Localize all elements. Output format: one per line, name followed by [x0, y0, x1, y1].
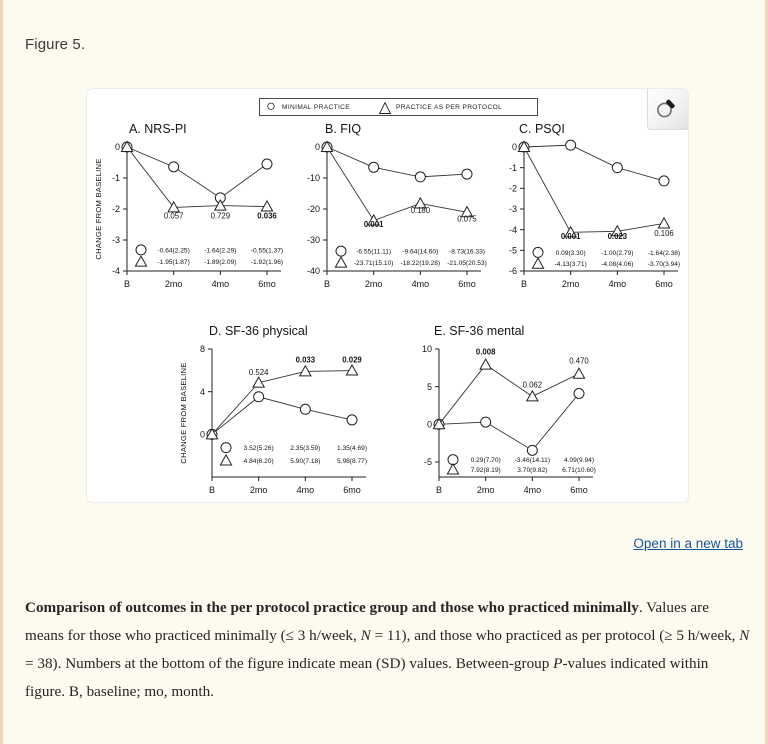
svg-text:5.98(8.77): 5.98(8.77): [336, 457, 368, 465]
svg-text:3.52(5.26): 3.52(5.26): [243, 445, 274, 453]
figure-label: Figure 5.: [25, 36, 86, 53]
svg-text:7.92(8.19): 7.92(8.19): [470, 466, 501, 474]
svg-text:-40: -40: [306, 266, 320, 277]
svg-text:0.729: 0.729: [210, 211, 231, 221]
svg-text:-3: -3: [111, 235, 120, 246]
svg-text:-0.64(2.25): -0.64(2.25): [157, 247, 190, 255]
svg-text:0.036: 0.036: [257, 211, 277, 221]
svg-text:-21.05(20.53): -21.05(20.53): [447, 260, 487, 268]
svg-text:-1.64(2.38): -1.64(2.38): [647, 249, 681, 257]
svg-text:-2: -2: [111, 204, 120, 215]
caption-n-1: N: [360, 627, 371, 644]
svg-text:0.075: 0.075: [457, 214, 477, 224]
svg-text:-4.08(4.06): -4.08(4.06): [601, 261, 634, 269]
svg-text:4mo: 4mo: [608, 279, 627, 289]
caption-rest-2: = 11), and those who practiced as per protocol (≥ 5 h/week,: [370, 627, 740, 644]
svg-text:-8.73(16.33): -8.73(16.33): [449, 248, 485, 256]
svg-text:-1: -1: [111, 173, 120, 184]
legend-item-minimal-practice: [260, 98, 350, 116]
triangle-marker-icon: △: [378, 99, 392, 116]
svg-text:0.062: 0.062: [522, 380, 543, 390]
svg-text:2mo: 2mo: [476, 485, 495, 495]
svg-text:-6.55(11.11): -6.55(11.11): [356, 248, 392, 256]
svg-text:0: 0: [114, 142, 120, 153]
svg-text:4mo: 4mo: [211, 279, 230, 289]
svg-text:6mo: 6mo: [655, 279, 673, 289]
svg-text:8: 8: [199, 344, 205, 355]
chart-legend: [259, 98, 538, 116]
svg-text:B: B: [208, 485, 216, 495]
circle-marker-icon: ○: [266, 98, 276, 115]
svg-text:0.001: 0.001: [363, 219, 384, 229]
svg-text:2mo: 2mo: [364, 279, 383, 289]
svg-text:4mo: 4mo: [296, 485, 315, 495]
svg-text:-2: -2: [508, 183, 517, 194]
legend-label-per-protocol: PRACTICE AS PER PROTOCOL: [396, 103, 503, 111]
svg-text:-5: -5: [423, 457, 432, 468]
svg-text:0: 0: [314, 142, 320, 153]
svg-text:-3.70(3.94): -3.70(3.94): [647, 261, 681, 269]
svg-text:-1.92(1.96): -1.92(1.96): [250, 259, 284, 267]
svg-text:10: 10: [421, 344, 432, 355]
svg-text:B. FIQ: B. FIQ: [325, 122, 362, 136]
caption-p-italic: P: [553, 655, 563, 672]
svg-text:0: 0: [199, 429, 205, 440]
svg-text:D. SF-36 physical: D. SF-36 physical: [209, 324, 308, 338]
caption-rest-1: . Values are means for those who practiced minimally (≤ 3 h/week,: [25, 599, 709, 644]
figure-caption: [25, 594, 751, 706]
svg-text:0: 0: [426, 419, 432, 430]
svg-text:0.057: 0.057: [163, 211, 184, 221]
svg-text:B: B: [520, 279, 528, 289]
svg-text:0.001: 0.001: [560, 231, 581, 241]
svg-text:4.84(6.20): 4.84(6.20): [243, 457, 274, 465]
svg-text:-9.64(14.60): -9.64(14.60): [402, 248, 439, 256]
svg-text:B: B: [435, 485, 443, 495]
svg-text:6mo: 6mo: [343, 485, 361, 495]
svg-text:0.09(3.30): 0.09(3.30): [555, 249, 586, 257]
svg-text:-1: -1: [508, 162, 517, 173]
svg-text:-4: -4: [508, 224, 517, 235]
svg-text:C. PSQI: C. PSQI: [519, 122, 565, 136]
svg-text:5: 5: [426, 381, 432, 392]
svg-text:4: 4: [199, 386, 205, 397]
svg-text:E. SF-36 mental: E. SF-36 mental: [434, 324, 525, 338]
svg-text:1.35(4.69): 1.35(4.69): [336, 445, 368, 453]
svg-text:CHANGE FROM BASELINE: CHANGE FROM BASELINE: [94, 158, 103, 260]
caption-rest-4: -values indicated within figure. B, baseline; mo, month.: [25, 655, 709, 700]
svg-text:0.023: 0.023: [607, 231, 628, 241]
caption-rest-3: = 38). Numbers at the bottom of the figure indicate mean (SD) values. Between-group: [25, 655, 554, 672]
svg-text:-10: -10: [306, 173, 320, 184]
svg-text:-1.95(1.87): -1.95(1.87): [157, 259, 190, 267]
legend-item-per-protocol: [374, 97, 502, 117]
svg-text:4mo: 4mo: [411, 279, 430, 289]
caption-n-2: N: [739, 627, 750, 644]
svg-text:-1.00(2.79): -1.00(2.79): [601, 249, 634, 257]
svg-text:-20: -20: [306, 204, 320, 215]
svg-text:2mo: 2mo: [249, 485, 268, 495]
svg-text:0.180: 0.180: [410, 206, 431, 216]
svg-text:A. NRS-PI: A. NRS-PI: [129, 122, 187, 136]
svg-text:-4.13(3.71): -4.13(3.71): [554, 261, 587, 269]
svg-text:6mo: 6mo: [458, 279, 476, 289]
svg-text:2mo: 2mo: [164, 279, 183, 289]
svg-text:4.09(9.94): 4.09(9.94): [563, 457, 595, 465]
svg-text:0: 0: [511, 142, 517, 153]
svg-text:5.90(7.18): 5.90(7.18): [290, 457, 321, 465]
svg-text:CHANGE FROM BASELINE: CHANGE FROM BASELINE: [179, 362, 188, 464]
svg-text:-0.55(1.37): -0.55(1.37): [250, 247, 284, 255]
svg-text:-30: -30: [306, 235, 320, 246]
svg-text:-3: -3: [508, 204, 517, 215]
svg-text:4mo: 4mo: [523, 485, 542, 495]
svg-text:3.70(9.82): 3.70(9.82): [517, 466, 548, 474]
svg-text:-4: -4: [111, 266, 120, 277]
svg-text:6mo: 6mo: [570, 485, 588, 495]
svg-text:0.524: 0.524: [248, 368, 269, 378]
magnifier-icon[interactable]: [647, 89, 688, 130]
svg-text:-23.71(15.10): -23.71(15.10): [353, 260, 394, 268]
svg-text:-1.64(2.29): -1.64(2.29): [204, 247, 237, 255]
svg-text:B: B: [123, 279, 131, 289]
svg-text:0.008: 0.008: [475, 347, 496, 357]
svg-text:0.029: 0.029: [342, 355, 362, 365]
open-in-new-tab-link[interactable]: Open in a new tab: [633, 536, 743, 551]
svg-text:-5: -5: [508, 245, 517, 256]
svg-text:-18.22(19.28): -18.22(19.28): [400, 260, 441, 268]
svg-text:-3.46(14.11): -3.46(14.11): [514, 457, 551, 465]
legend-label-minimal-practice: MINIMAL PRACTICE: [282, 103, 351, 111]
svg-text:0.106: 0.106: [654, 228, 674, 238]
svg-text:-6: -6: [508, 266, 517, 277]
svg-text:0.470: 0.470: [569, 356, 589, 366]
svg-text:2mo: 2mo: [561, 279, 580, 289]
figure-chart: [87, 89, 689, 503]
svg-text:2.35(3.59): 2.35(3.59): [290, 445, 321, 453]
svg-text:-1.89(2.09): -1.89(2.09): [204, 259, 237, 267]
figure-image-container[interactable]: [86, 88, 689, 503]
svg-text:6mo: 6mo: [258, 279, 276, 289]
svg-text:B: B: [323, 279, 331, 289]
svg-text:6.71(10.60): 6.71(10.60): [562, 466, 596, 474]
caption-bold: Comparison of outcomes in the per protocol practice group and those who practiced minimally: [25, 599, 639, 616]
svg-text:0.29(7.70): 0.29(7.70): [470, 457, 501, 465]
svg-text:0.033: 0.033: [295, 355, 316, 365]
